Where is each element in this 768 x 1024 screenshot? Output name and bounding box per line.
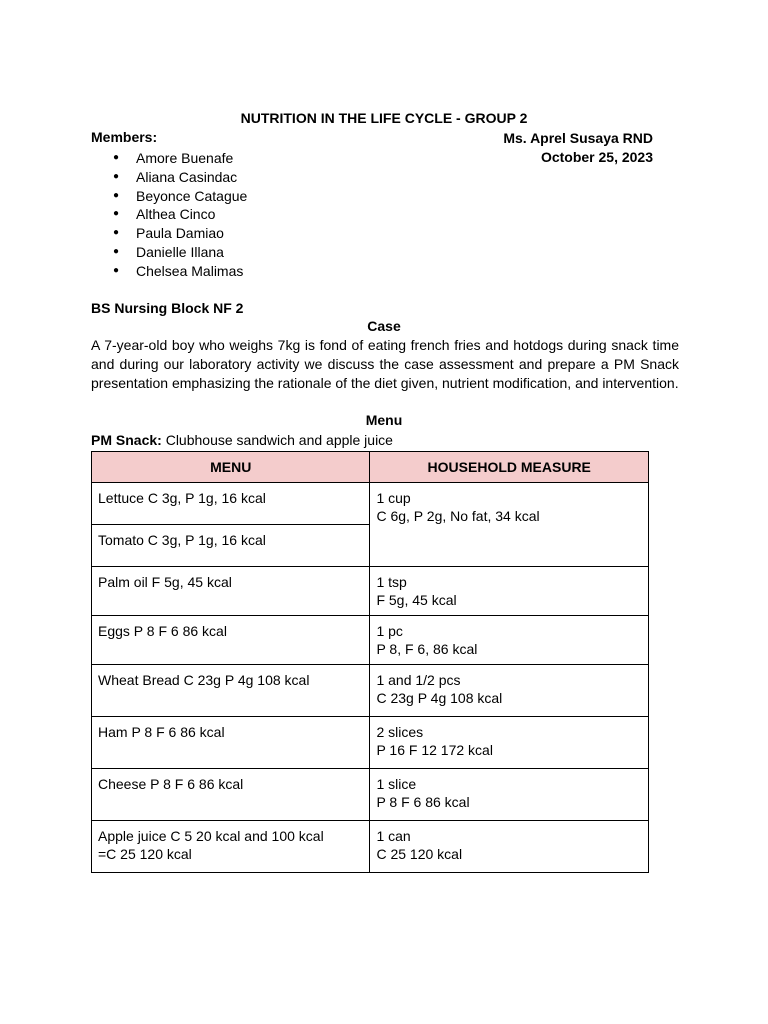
menu-table: [91, 451, 649, 873]
member-item: ● Althea Cinco: [91, 205, 247, 224]
measure-nutrients: P 8, F 6, 86 kcal: [376, 641, 478, 657]
menu-cell: [92, 717, 370, 769]
member-item: ● Amore Buenafe: [91, 149, 247, 168]
measure-nutrients: F 5g, 45 kcal: [376, 592, 457, 608]
menu-cell: [92, 616, 370, 665]
table-row: [92, 717, 649, 769]
measure-cell: [370, 665, 649, 717]
menu-item-total: =C 25 120 kcal: [98, 846, 192, 862]
pm-snack-label: PM Snack:: [91, 432, 162, 448]
member-item: ● Chelsea Malimas: [91, 262, 247, 281]
menu-item-text: Lettuce C 3g, P 1g, 16 kcal: [98, 490, 266, 506]
measure-amount: 1 cup: [376, 490, 411, 506]
menu-cell: [92, 821, 370, 873]
measure-amount: 1 slice: [376, 776, 417, 792]
table-row: [92, 483, 649, 525]
instructor-block: [503, 129, 653, 167]
measure-amount: 1 and 1/2 pcs: [376, 672, 461, 688]
menu-item-text: Apple juice C 5 20 kcal and 100 kcal: [98, 828, 324, 844]
measure-cell: [370, 717, 649, 769]
measure-column-header: HOUSEHOLD MEASURE: [370, 452, 649, 483]
measure-cell: [370, 821, 649, 873]
measure-nutrients: P 8 F 6 86 kcal: [376, 794, 470, 810]
block-heading: BS Nursing Block NF 2: [91, 300, 244, 316]
menu-item-text: Eggs P 8 F 6 86 kcal: [98, 623, 227, 639]
table-row: [92, 567, 649, 616]
menu-item-text: Ham P 8 F 6 86 kcal: [98, 724, 225, 740]
menu-cell: [92, 567, 370, 616]
measure-amount: 1 can: [376, 828, 411, 844]
menu-heading: Menu: [365, 412, 403, 428]
measure-cell: [370, 483, 649, 567]
menu-column-header: MENU: [92, 452, 370, 483]
measure-nutrients: C 25 120 kcal: [376, 846, 463, 862]
members-list: [91, 149, 247, 281]
menu-cell: [92, 665, 370, 717]
table-row: [92, 616, 649, 665]
menu-item-text: Wheat Bread C 23g P 4g 108 kcal: [98, 672, 310, 688]
measure-cell: [370, 567, 649, 616]
measure-cell: [370, 769, 649, 821]
member-item: ● Danielle Illana: [91, 243, 247, 262]
table-row: [92, 769, 649, 821]
member-item: ● Aliana Casindac: [91, 168, 247, 187]
menu-cell: [92, 525, 370, 567]
members-label: Members:: [91, 129, 158, 145]
measure-nutrients: C 23g P 4g 108 kcal: [376, 690, 503, 706]
instructor-name: Ms. Aprel Susaya RND: [503, 130, 653, 146]
menu-item-text: Cheese P 8 F 6 86 kcal: [98, 776, 244, 792]
measure-amount: 1 tsp: [376, 574, 407, 590]
pm-snack-value: Clubhouse sandwich and apple juice: [161, 432, 393, 448]
menu-cell: [92, 769, 370, 821]
measure-amount: 2 slices: [376, 724, 424, 740]
member-item: ● Beyonce Catague: [91, 187, 247, 206]
document-date: October 25, 2023: [540, 149, 653, 165]
measure-cell: [370, 616, 649, 665]
member-item: ● Paula Damiao: [91, 224, 247, 243]
measure-amount: 1 pc: [376, 623, 403, 639]
table-row: [92, 665, 649, 717]
document-title: NUTRITION IN THE LIFE CYCLE - GROUP 2: [240, 110, 528, 126]
menu-item-text: Palm oil F 5g, 45 kcal: [98, 574, 232, 590]
measure-nutrients: C 6g, P 2g, No fat, 34 kcal: [376, 508, 540, 524]
pm-snack-line: [91, 432, 393, 448]
menu-item-text: Tomato C 3g, P 1g, 16 kcal: [98, 532, 266, 548]
table-header-row: [92, 452, 649, 483]
case-paragraph: A 7-year-old boy who weighs 7kg is fond of eating french fries and hotdogs during snack time and during our laboratory activity we discuss the case assessment and prepare a PM Snack presentation emphasizing the rationale of the diet given, nutrient modification, and intervention.: [91, 337, 679, 391]
case-heading: Case: [367, 318, 401, 334]
table-row: [92, 821, 649, 873]
measure-nutrients: P 16 F 12 172 kcal: [376, 742, 493, 758]
menu-cell: [92, 483, 370, 525]
